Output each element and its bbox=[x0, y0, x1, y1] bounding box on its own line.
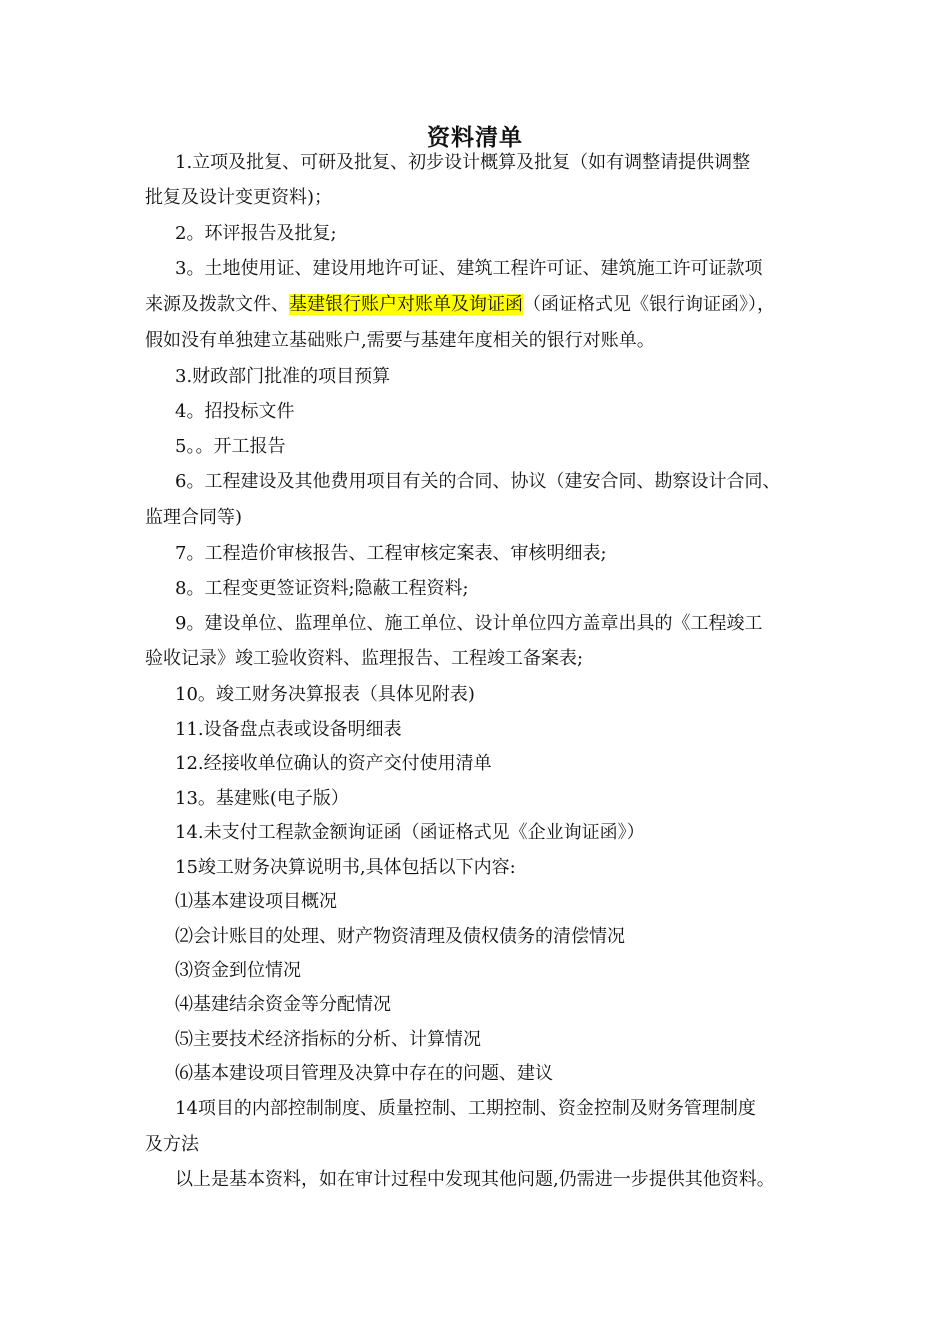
list-item-internal-control: 14项目的内部控制制度、质量控制、工期控制、资金控制及财务管理制度 bbox=[175, 1098, 756, 1119]
list-item-3-text-b: （函证格式见《银行询证函》）， bbox=[523, 294, 775, 315]
list-item-3-text-a: 来源及拨款文件、 bbox=[145, 294, 289, 315]
list-item-4: 4。招投标文件 bbox=[175, 401, 295, 422]
list-item-9: 9。建设单位、监理单位、施工单位、设计单位四方盖章出具的《工程竣工 bbox=[175, 613, 763, 634]
list-item-internal-control-cont: 及方法 bbox=[145, 1134, 199, 1155]
list-item-7: 7。工程造价审核报告、工程审核定案表、审核明细表; bbox=[175, 543, 607, 564]
sub-item-1: ⑴基本建设项目概况 bbox=[175, 891, 337, 912]
list-item-2: 2。环评报告及批复; bbox=[175, 223, 337, 244]
list-item-8: 8。工程变更签证资料;隐蔽工程资料; bbox=[175, 578, 469, 599]
list-item-15: 15竣工财务决算说明书,具体包括以下内容: bbox=[175, 857, 516, 878]
sub-item-3: ⑶资金到位情况 bbox=[175, 960, 301, 981]
list-item-14: 14.未支付工程款金额询证函（函证格式见《企业询证函》） bbox=[175, 822, 645, 843]
list-item-1-cont: 批复及设计变更资料)； bbox=[145, 187, 333, 208]
closing-note: 以上是基本资料，如在审计过程中发现其他问题,仍需进一步提供其他资料。 bbox=[175, 1169, 775, 1190]
list-item-9-cont: 验收记录》竣工验收资料、监理报告、工程竣工备案表; bbox=[145, 648, 584, 669]
highlighted-text: 基建银行账户对账单及询证函 bbox=[289, 294, 523, 315]
list-item-3-cont bbox=[145, 292, 775, 318]
list-item-budget: 3.财政部门批准的项目预算 bbox=[175, 366, 391, 387]
list-item-3: 3。土地使用证、建设用地许可证、建筑工程许可证、建筑施工许可证款项 bbox=[175, 258, 763, 279]
document-title: 资料清单 bbox=[427, 124, 523, 151]
sub-item-5: ⑸主要技术经济指标的分析、计算情况 bbox=[175, 1029, 481, 1050]
list-item-10: 10。竣工财务决算报表（具体见附表) bbox=[175, 684, 475, 705]
sub-item-2: ⑵会计账目的处理、财产物资清理及债权债务的清偿情况 bbox=[175, 926, 625, 947]
list-item-5: 5。。开工报告 bbox=[175, 436, 286, 457]
sub-item-4: ⑷基建结余资金等分配情况 bbox=[175, 994, 391, 1015]
list-item-3-cont-2: 假如没有单独建立基础账户,需要与基建年度相关的银行对账单。 bbox=[145, 330, 655, 351]
list-item-13: 13。基建账(电子版） bbox=[175, 788, 349, 809]
list-item-1: 1.立项及批复、可研及批复、初步设计概算及批复（如有调整请提供调整 bbox=[175, 152, 751, 173]
list-item-12: 12.经接收单位确认的资产交付使用清单 bbox=[175, 753, 492, 774]
list-item-6: 6。工程建设及其他费用项目有关的合同、协议（建安合同、勘察设计合同、 bbox=[175, 471, 781, 492]
list-item-6-cont: 监理合同等) bbox=[145, 507, 243, 528]
sub-item-6: ⑹基本建设项目管理及决算中存在的问题、建议 bbox=[175, 1063, 553, 1084]
list-item-11: 11.设备盘点表或设备明细表 bbox=[175, 719, 402, 740]
